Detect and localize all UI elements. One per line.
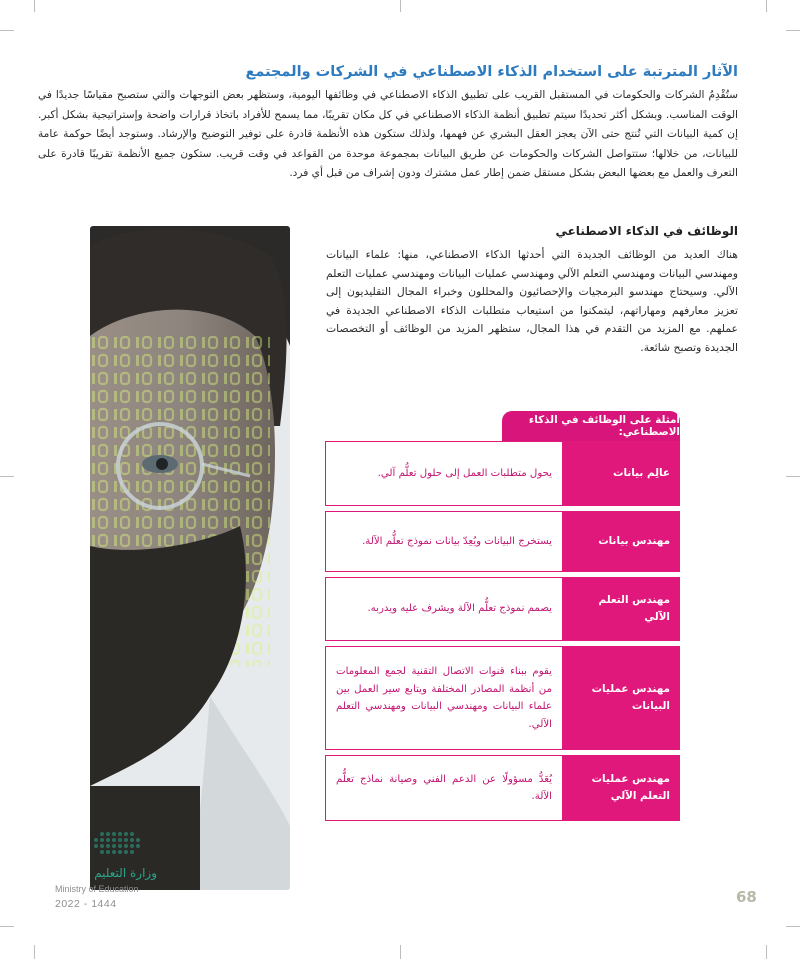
crop-mark	[786, 476, 800, 477]
jobs-heading: الوظائف في الذكاء الاصطناعي	[555, 224, 738, 238]
job-title-cell: عالِم بيانات	[562, 441, 680, 506]
ministry-name-arabic: وزارة التعليم	[94, 866, 157, 880]
crop-mark	[34, 0, 35, 12]
crop-mark	[34, 945, 35, 959]
crop-mark	[766, 0, 767, 12]
job-description-cell: يقوم ببناء قنوات الاتصال التقنية لجمع المعلومات من أنظمة المصادر المختلفة ويتابع سير العمل بين علماء البيانات ومهندسي البيانات ومهندسي التعلم الآلي.	[325, 646, 562, 750]
job-title-cell: مهندس عمليات البيانات	[562, 646, 680, 750]
table-row	[325, 577, 680, 641]
table-row	[325, 755, 680, 821]
crop-mark	[400, 0, 401, 12]
ministry-name-english: Ministry of Education	[55, 884, 139, 894]
job-description-cell: يستخرج البيانات ويُعِدّ بيانات نموذج تعلُّم الآلة.	[325, 511, 562, 572]
section-title: الآثار المترتبة على استخدام الذكاء الاصطناعي في الشركات والمجتمع	[245, 64, 738, 80]
photo-man-binary-projection	[90, 226, 290, 890]
job-title-cell: مهندس التعلم الآلي	[562, 577, 680, 641]
jobs-table-header: أمثلة على الوظائف في الذكاء الاصطناعي:	[502, 411, 680, 441]
crop-mark	[400, 945, 401, 959]
job-title-cell: مهندس بيانات	[562, 511, 680, 572]
jobs-table	[325, 441, 680, 821]
table-row	[325, 441, 680, 506]
crop-mark	[0, 30, 14, 31]
crop-mark	[766, 945, 767, 959]
job-description-cell: يُعَدُّ مسؤولًا عن الدعم الفني وصيانة نماذج تعلُّم الآلة.	[325, 755, 562, 821]
crop-mark	[0, 926, 14, 927]
crop-mark	[786, 926, 800, 927]
job-description-cell: يحول متطلبات العمل إلى حلول تعلُّم آلي.	[325, 441, 562, 506]
job-description-cell: يصمم نموذج تعلُّم الآلة ويشرف عليه ويدربه.	[325, 577, 562, 641]
photo-illustration	[90, 226, 290, 890]
table-row	[325, 646, 680, 750]
job-title-cell: مهندس عمليات التعلم الآلي	[562, 755, 680, 821]
crop-mark	[0, 476, 14, 477]
crop-mark	[786, 30, 800, 31]
jobs-paragraph: هناك العديد من الوظائف الجديدة التي أحدثها الذكاء الاصطناعي، منها: علماء البيانات ومهندسي البيانات ومهندسي التعلم الآلي ومهندسي عمليات البيانات ومهندسي عمليات التعلم الآلي. وسيحتاج مهندسو البرمجيات والإحصائيون والمحللون وخبراء المجال التقليديون إلى تعزيز معارفهم ومهاراتهم، ليتمكنوا من استيعاب متطلبات الذكاء الاصطناعي الجديدة في عملهم. مع المزيد من التقدم في هذا المجال، ستظهر المزيد من الوظائف أو التخصصات الجديدة وتصبح شائعة.	[326, 248, 738, 354]
ministry-logo-dots	[52, 828, 164, 868]
intro-paragraph: ستُقْدِمُ الشركات والحكومات في المستقبل القريب على تطبيق الذكاء الاصطناعي في وظائفها اليومية، وستظهر بعض التوجهات والتي ستصبح مقياسًا جديدًا في الوقت المناسب. وبشكل أكثر تحديدًا سيتم تطبيق أنظمة الذكاء الاصطناعي في كل مكان تقريبًا، مما يسمح للأفراد باتخاذ قرارات واضحة وإستراتيجية بشكل أكبر. إن كمية البيانات التي تُنتج حتى الآن يعجز العقل البشري عن فهمها، ولذلك ستكون هذه الأنظمة قادرة على توفير التوضيح والإرشاد. وستوجد أيضًا حوكمة عامة للبيانات، من خلالها؛ ستتواصل الشركات والحكومات عن طريق البيانات بمجموعة موحدة من القواعد في وقت قريب. ستكون جميع الأنظمة تقريبًا قادرة على التعرف والعمل مع بعضها البعض بشكل مستقل ضمن إطار عمل مشترك ودون إشراف من قبل أي فرد.	[38, 89, 738, 180]
page-number: 68	[736, 888, 757, 906]
edition-year: 2022 - 1444	[55, 898, 117, 910]
table-row	[325, 511, 680, 572]
